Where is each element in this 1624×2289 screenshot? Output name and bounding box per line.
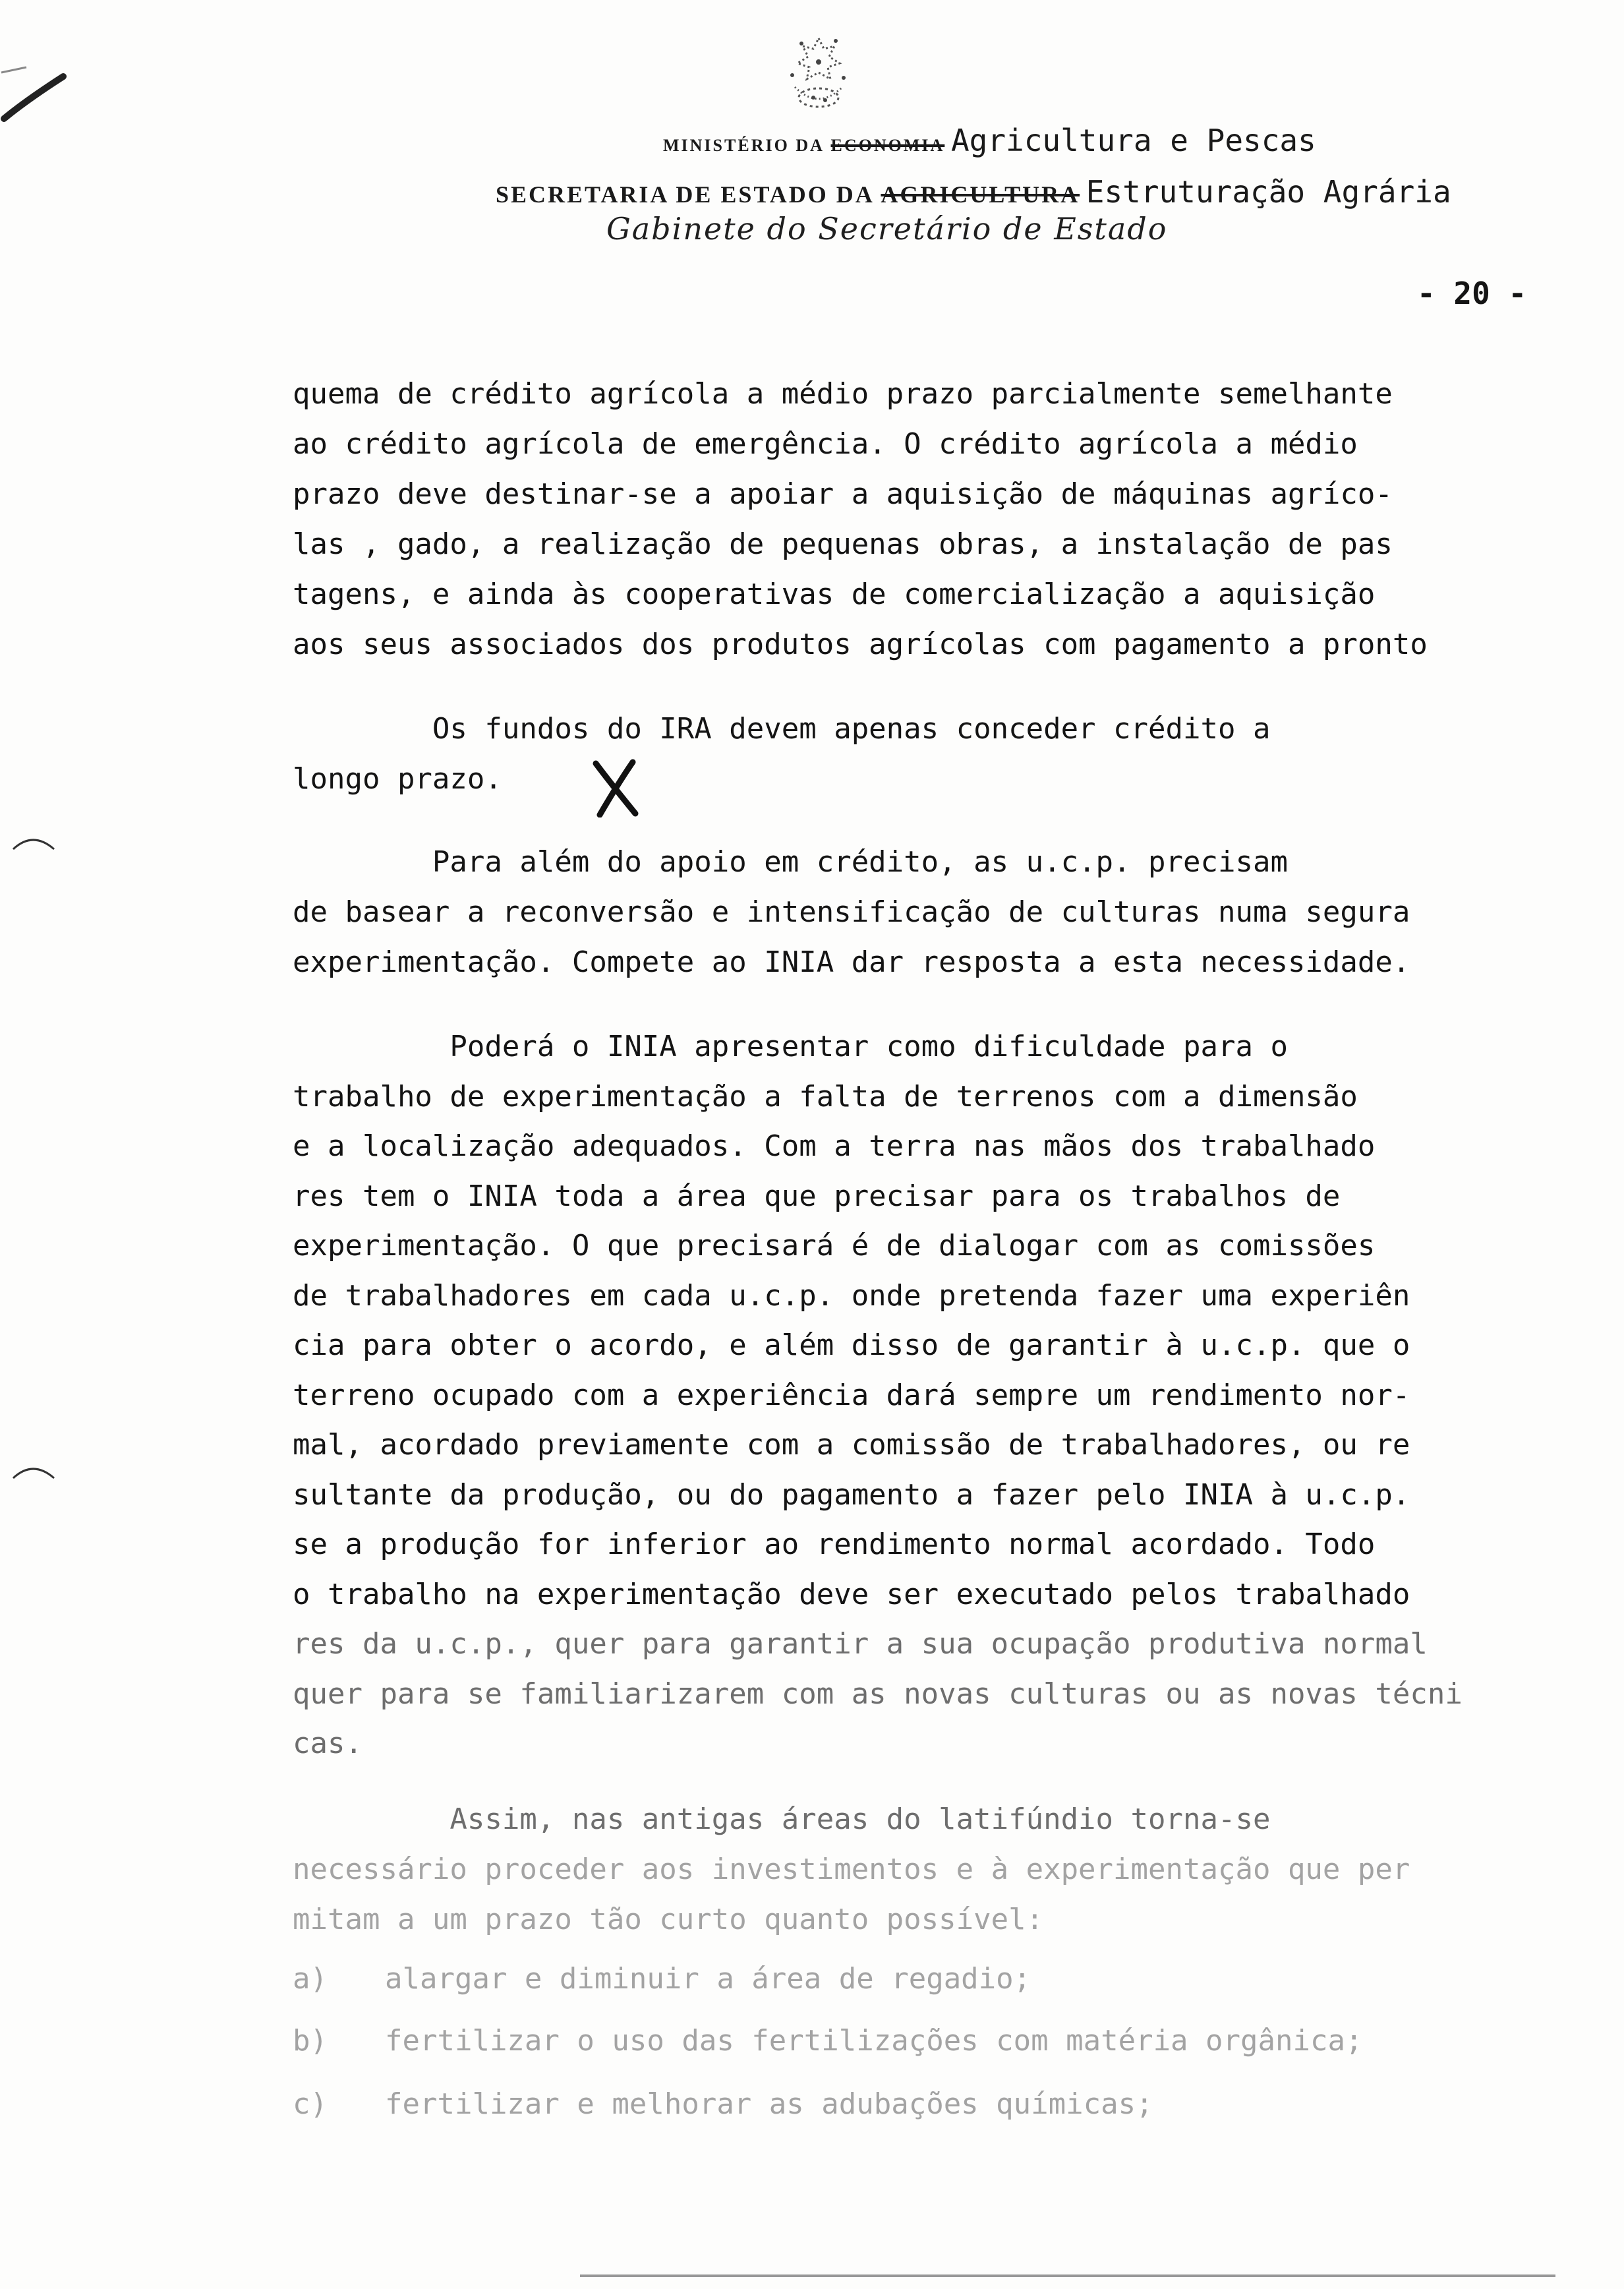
secretaria-typed: Estruturação Agrária [1086, 174, 1451, 210]
page-number: - 20 - [1417, 276, 1527, 311]
text-line: Assim, nas antigas áreas do latifúndio torna-se [293, 1802, 1271, 1836]
paragraph-ira-funds [293, 704, 1598, 804]
list-item-text: fertilizar e melhorar as adubações químicas; [385, 2087, 1153, 2121]
text-line: cia para obter o acordo, e além disso de garantir à u.c.p. que o [293, 1328, 1410, 1362]
list-item [293, 2087, 1153, 2121]
secretaria-printed: SECRETARIA DE ESTADO DA [496, 181, 875, 208]
text-line: experimentação. Compete ao INIA dar resposta a esta necessidade. [293, 945, 1410, 979]
text-line: necessário proceder aos investimentos e à experimentação que per [293, 1853, 1410, 1886]
punch-hole-arc [11, 1458, 57, 1491]
list-marker: c) [293, 2087, 328, 2121]
text-line: aos seus associados dos produtos agrícolas com pagamento a pronto [293, 628, 1428, 661]
list-item-text: alargar e diminuir a área de regadio; [385, 1962, 1031, 1996]
text-line: de trabalhadores em cada u.c.p. onde pretenda fazer uma experiên [293, 1278, 1410, 1313]
paragraph-credit-medium-term [293, 369, 1598, 670]
text-line: se a produção for inferior ao rendimento normal acordado. Todo [293, 1528, 1376, 1561]
secretaria-line [496, 174, 1451, 210]
text-line: res da u.c.p., quer para garantir a sua ocupação produtiva normal [293, 1627, 1428, 1661]
text-line: sultante da produção, ou do pagamento a fazer pelo INIA à u.c.p. [293, 1477, 1410, 1512]
text-line: o trabalho na experimentação deve ser executado pelos trabalhado [293, 1577, 1410, 1611]
text-line: experimentação. O que precisará é de dialogar com as comissões [293, 1229, 1376, 1263]
text-line: mal, acordado previamente com a comissão de trabalhadores, ou re [293, 1428, 1410, 1462]
text-line: cas. [293, 1727, 362, 1760]
text-line: ao crédito agrícola de emergência. O crédito agrícola a médio [293, 427, 1358, 461]
secretaria-struck: AGRICULTURA [881, 181, 1080, 208]
scan-smudge [0, 63, 72, 123]
gabinete-line: Gabinete do Secretário de Estado [606, 211, 1168, 247]
text-line: e a localização adequados. Com a terra nas mãos dos trabalhado [293, 1129, 1376, 1163]
ministry-struck: ECONOMIA [830, 136, 945, 155]
text-line: trabalho de experimentação a falta de terrenos com a dimensão [293, 1079, 1358, 1114]
paragraph-inia-terrain [293, 1022, 1598, 1769]
text-line: res tem o INIA toda a área que precisar para os trabalhos de [293, 1179, 1341, 1213]
ministry-line [663, 123, 1316, 158]
coat-of-arms-icon [775, 32, 862, 117]
handwritten-x-mark [589, 758, 642, 818]
list-item [293, 2024, 1362, 2058]
punch-hole-arc [11, 829, 57, 862]
text-line: Os fundos do IRA devem apenas conceder crédito a [293, 712, 1271, 746]
text-line: Poderá o INIA apresentar como dificuldade para o [293, 1030, 1288, 1063]
text-line: quema de crédito agrícola a médio prazo parcialmente semelhante [293, 377, 1393, 411]
paragraph-latifundio [293, 1795, 1598, 1945]
list-marker: b) [293, 2024, 328, 2058]
text-line: longo prazo. [293, 762, 502, 796]
text-line: Para além do apoio em crédito, as u.c.p. precisam [293, 845, 1288, 879]
list-marker: a) [293, 1962, 328, 1996]
ministry-typed: Agricultura e Pescas [950, 123, 1316, 158]
list-item [293, 1962, 1031, 1996]
text-line: mitam a um prazo tão curto quanto possível: [293, 1903, 1044, 1936]
text-line: prazo deve destinar-se a apoiar a aquisição de máquinas agríco- [293, 477, 1393, 511]
text-line: las , gado, a realização de pequenas obras, a instalação de pas [293, 527, 1393, 561]
text-line: de basear a reconversão e intensificação de culturas numa segura [293, 895, 1410, 929]
text-line: quer para se familiarizarem com as novas culturas ou as novas técni [293, 1677, 1463, 1711]
paragraph-experimentation [293, 837, 1598, 988]
list-item-text: fertilizar o uso das fertilizações com matéria orgânica; [385, 2024, 1363, 2058]
ministry-printed: MINISTÉRIO DA [663, 136, 825, 155]
text-line: tagens, e ainda às cooperativas de comercialização a aquisição [293, 578, 1376, 611]
text-line: terreno ocupado com a experiência dará sempre um rendimento nor- [293, 1378, 1410, 1412]
bottom-scan-edge [580, 2273, 1555, 2278]
